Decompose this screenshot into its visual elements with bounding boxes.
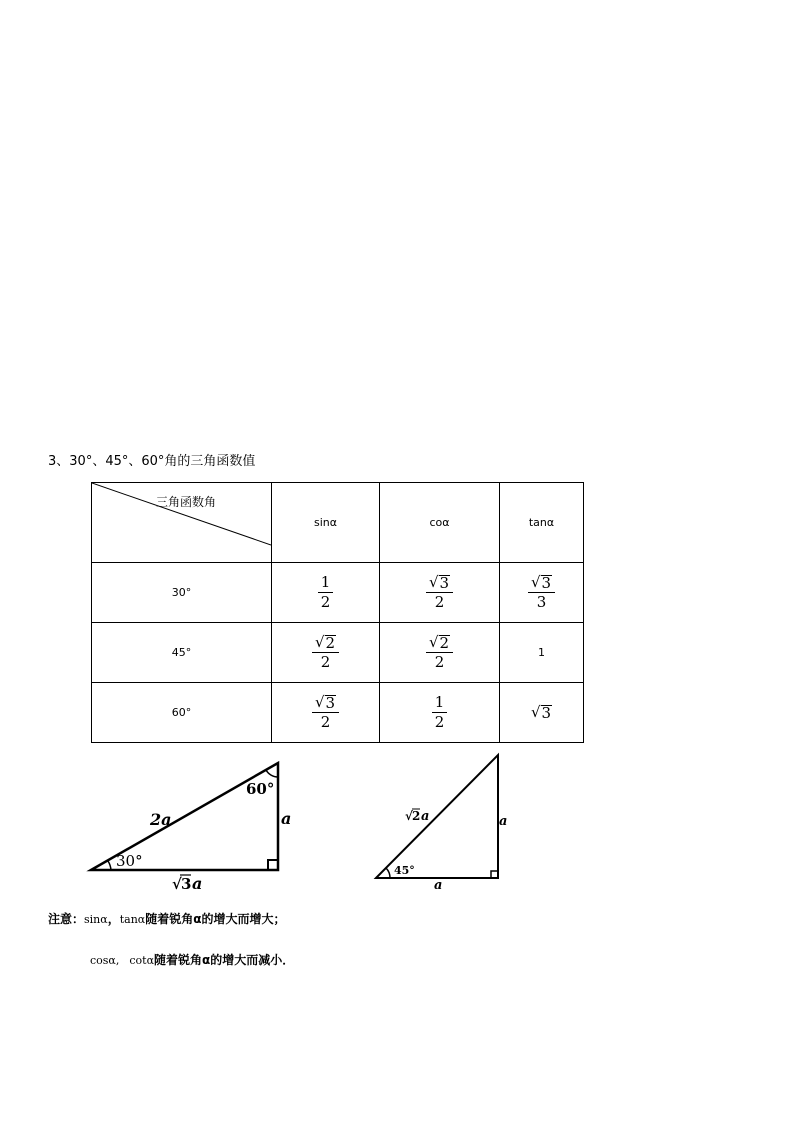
note-separator: ， (107, 912, 120, 926)
sqrt-sign: √ (428, 633, 439, 651)
denominator: 2 (434, 593, 445, 611)
note-text-1: 随着锐角α的增大而增大； (145, 912, 286, 926)
col-header-sin: sinα (272, 483, 380, 563)
angle-arc-60 (266, 770, 278, 777)
sqrt-sign: √ (314, 693, 325, 711)
col-header-tan: tanα (500, 483, 584, 563)
plain-value: 1 (538, 646, 545, 659)
radicand: 3 (541, 704, 552, 722)
triangle-outline (376, 755, 498, 878)
radicand: 2 (439, 634, 450, 652)
numerator: 1 (432, 694, 448, 713)
sqrt-sign: √ (530, 703, 541, 721)
hyp-label (405, 809, 429, 824)
base-label (172, 874, 202, 893)
note-label: 注意： (48, 912, 85, 926)
right-angle-marker (491, 871, 498, 878)
denominator: 2 (320, 713, 331, 731)
denominator: 2 (320, 653, 331, 671)
sqrt-sign: √ (172, 875, 182, 893)
hyp-label: 2a (150, 810, 172, 829)
base-label: a (434, 878, 443, 893)
base-var: a (192, 874, 203, 893)
radicand: 3 (325, 694, 336, 712)
note-line-2 (90, 951, 294, 968)
corner-label: 三角函数角 (156, 495, 217, 509)
note-line-1 (48, 910, 285, 927)
section-heading: 3、30°、45°、60°角的三角函数值 (48, 454, 256, 469)
angle-label-45: 45° (394, 864, 415, 877)
radicand: 3 (541, 574, 552, 592)
radicand: 3 (439, 574, 450, 592)
radicand: 2 (325, 634, 336, 652)
hyp-radicand: 2 (412, 809, 421, 823)
note-fn-cos: cosα, (90, 954, 120, 967)
denominator: 2 (434, 653, 445, 671)
side-label: a (499, 814, 508, 829)
angle-arc-30 (108, 861, 111, 870)
angle-label-30: 30° (116, 852, 143, 870)
triangle-45-45-90 (376, 755, 507, 893)
note-fn-sin: sinα (84, 913, 108, 926)
col-header-cos: coα (380, 483, 500, 563)
side-label: a (281, 809, 292, 828)
denominator: 2 (434, 713, 445, 731)
sqrt-sign: √ (314, 633, 325, 651)
note-fn-tan: tanα (119, 913, 146, 926)
denominator: 2 (320, 593, 331, 611)
sqrt-sign: √ (428, 573, 439, 591)
row-angle: 30° (92, 563, 272, 623)
angle-arc-45 (386, 868, 390, 878)
angle-label-60: 60° (246, 780, 275, 798)
hyp-var: a (421, 809, 430, 824)
right-angle-marker (268, 860, 278, 870)
row-angle: 45° (92, 623, 272, 683)
sqrt-sign: √ (405, 809, 413, 823)
note-fn-cot: cotα (129, 954, 154, 967)
row-angle: 60° (92, 683, 272, 743)
triangle-30-60-90 (91, 763, 291, 893)
denominator: 3 (536, 593, 547, 611)
sqrt-sign: √ (530, 573, 541, 591)
note-text-2: 随着锐角α的增大而减小． (154, 953, 295, 967)
numerator: 1 (318, 574, 334, 593)
base-radicand: 3 (181, 875, 192, 893)
